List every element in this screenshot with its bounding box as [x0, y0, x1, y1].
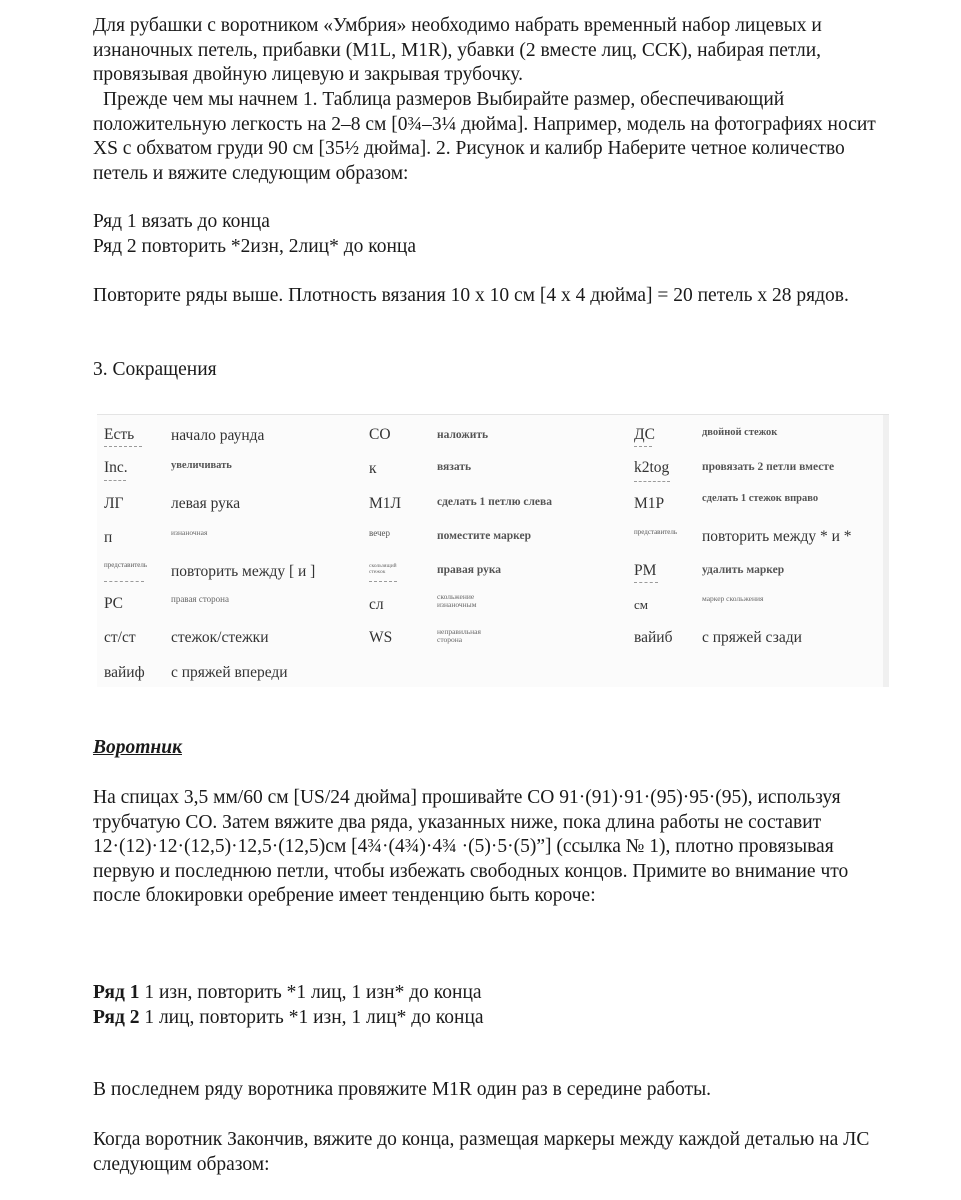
abbr-desc: повторить между [ и ] [171, 563, 316, 580]
abbr-desc: стежок/стежки [171, 629, 269, 646]
abbr-desc: начало раунда [171, 427, 265, 444]
abbr-code: вечер [369, 528, 390, 538]
abbr-code: ДС [634, 426, 655, 443]
pattern-row-1: Ряд 1 вязать до конца [93, 211, 270, 232]
abbr-code: см [634, 597, 648, 612]
abbr-desc: наложить [437, 429, 489, 441]
abbr-desc: увеличивать [171, 460, 232, 471]
abbr-desc: с пряжей сзади [702, 629, 802, 646]
abbr-code: сл [369, 596, 384, 613]
abbr-desc: двойной стежок [702, 427, 778, 438]
abbr-desc: неправильная сторона [437, 627, 481, 644]
abbr-code: представитель [634, 528, 678, 536]
abbr-desc: сделать 1 стежок вправо [702, 493, 819, 504]
abbr-desc: правая рука [437, 564, 502, 576]
abbr-code: вайиб [634, 629, 673, 646]
underline-mark [634, 481, 670, 482]
abbr-code: М1Л [369, 495, 402, 512]
last-row-paragraph: В последнем ряду воротника провяжите M1R один раз в середине работы. [93, 1079, 712, 1100]
row-2-text: 1 лиц, повторить *1 изн, 1 лиц* до конца [139, 1007, 484, 1028]
underline-mark [634, 582, 658, 583]
abbr-code: WS [369, 629, 393, 646]
scan-edge [883, 415, 889, 687]
abbr-code: скользящий стежок [369, 563, 397, 575]
before-start-text: Прежде чем мы начнем 1. Таблица размеров Выбирайте размер, обеспечивающий положительную легкость на 2–8 см [0¾–3¼ дюйма]. Например, модель на фотографиях носит XS с обхватом груди 90 см [35½ дюйма]. 2. Рисунок и калибр Наберите четное количество петель и вяжите следующим образом: [93, 89, 876, 184]
abbr-code: ЛГ [104, 495, 124, 512]
intro-paragraph: Для рубашки с воротником «Умбрия» необходимо набрать временный набор лицевых и изнаночных петель, прибавки (M1L, M1R), убавки (2 вместе лиц, ССК), набирая петли, провязывая двойную лицевую и закрывая трубочку. [93, 15, 822, 85]
abbreviations-title: 3. Сокращения [93, 359, 217, 380]
abbr-code: PM [634, 562, 657, 579]
abbr-code: вайиф [104, 664, 145, 681]
abbr-code: M1P [634, 495, 665, 512]
underline-mark [104, 446, 142, 447]
abbr-desc: вязать [437, 461, 472, 473]
abbr-code: PC [104, 595, 123, 612]
abbr-desc: удалить маркер [702, 564, 785, 576]
abbr-code: Есть [104, 426, 135, 443]
collar-row-1 [93, 981, 893, 1006]
abbr-desc: с пряжей впереди [171, 664, 288, 681]
abbr-desc: маркер скольжения [702, 594, 764, 603]
abbr-code: CO [369, 426, 391, 443]
abbr-desc: сделать 1 петлю слева [437, 496, 552, 508]
underline-mark [369, 581, 397, 582]
abbreviations-table [97, 414, 889, 687]
abbr-desc: скольжение изнаночным [437, 592, 477, 609]
abbr-code: Inc. [104, 459, 128, 476]
collar-row-2 [93, 1006, 893, 1031]
abbr-desc: провязать 2 петли вместе [702, 461, 835, 473]
abbr-desc: поместите маркер [437, 530, 531, 542]
collar-paragraph: На спицах 3,5 мм/60 см [US/24 дюйма] прошивайте CO 91·(91)·91·(95)·95·(95), используя трубчатую CO. Затем вяжите два ряда, указанных ниже, пока длина работы не составит 12·(12)·12·(12,5)·12,5·(12,5)см [4¾·(4¾)·4¾ ·(5)·5·(5)”] (ссылка № 1), плотно провязывая первую и последнюю петли, чтобы избежать свободных концов. Примите во внимание что после блокировки оребрение имеет тенденцию быть короче: [93, 787, 849, 906]
abbr-code: ст/ст [104, 629, 136, 646]
underline-mark [634, 446, 652, 447]
abbr-code: к [369, 460, 377, 477]
gauge-paragraph: Повторите ряды выше. Плотность вязания 10 х 10 см [4 х 4 дюйма] = 20 петель х 28 рядов. [93, 285, 849, 306]
row-2-label: Ряд 2 [93, 1007, 140, 1028]
abbr-desc: правая сторона [171, 594, 229, 604]
abbr-desc: повторить между * и * [702, 528, 852, 545]
before-start-paragraph [93, 88, 893, 186]
abbr-code: k2tog [634, 459, 670, 476]
pattern-row-2: Ряд 2 повторить *2изн, 2лиц* до конца [93, 236, 416, 257]
abbr-desc: левая рука [171, 495, 241, 512]
underline-mark [104, 480, 126, 481]
row-1-text: 1 изн, повторить *1 лиц, 1 изн* до конца [139, 982, 482, 1003]
abbr-code: п [104, 529, 113, 546]
abbr-code: представитель [104, 561, 148, 569]
abbr-desc: изнаночная [171, 528, 208, 537]
underline-mark [104, 581, 144, 582]
collar-heading: Воротник [93, 737, 182, 758]
row-1-label: Ряд 1 [93, 982, 140, 1003]
markers-paragraph: Когда воротник Закончив, вяжите до конца, размещая маркеры между каждой деталью на ЛС следующим образом: [93, 1129, 870, 1175]
